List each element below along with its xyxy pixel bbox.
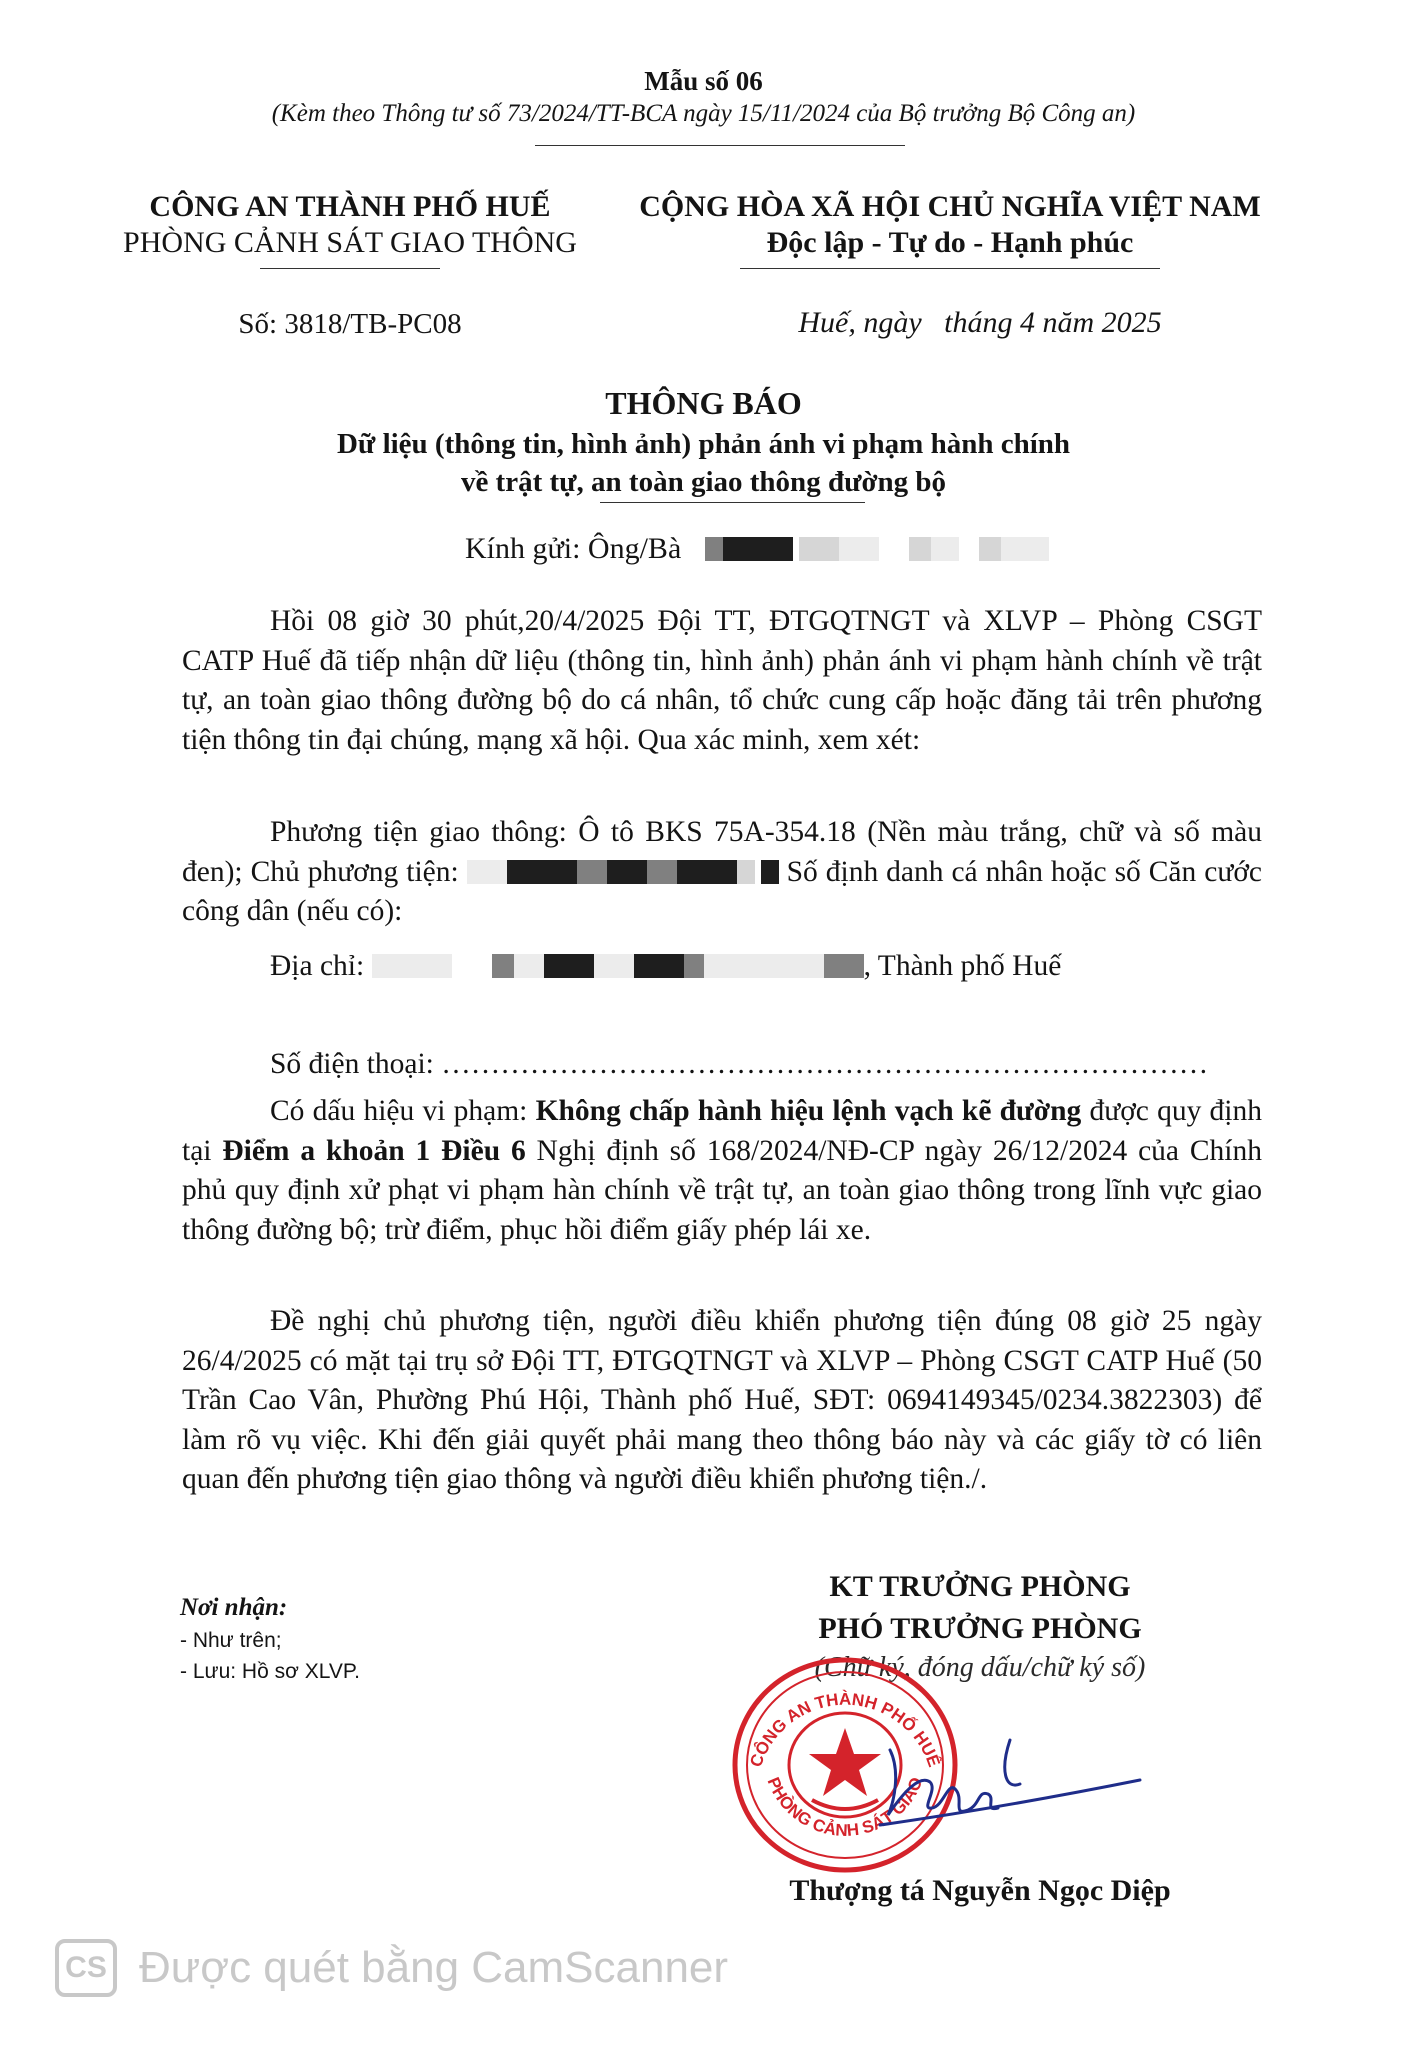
violation-mid: được quy định tại — [182, 1095, 1263, 1167]
signature-note: (Chữ ký, đóng dấu/chữ ký số) — [814, 1652, 1146, 1683]
scanner-watermark — [55, 1936, 728, 2000]
agency-department: PHÒNG CẢNH SÁT GIAO THÔNG — [123, 226, 577, 259]
address-paragraph — [182, 947, 1262, 987]
watermark-text: Được quét bằng CamScanner — [139, 1943, 729, 1992]
signer-role: KT TRƯỞNG PHÒNG — [829, 1570, 1131, 1603]
phone-line: Số điện thoại: …………………………………………………………………… — [270, 1048, 1209, 1080]
id-number-label: Số định danh cá nhân hoặc số Căn cước công dân (nếu có): — [182, 855, 1263, 927]
violation-type: Không chấp hành hiệu lệnh vạch kẽ đường — [535, 1095, 1082, 1127]
nation-name: CỘNG HÒA XÃ HỘI CHỦ NGHĨA VIỆT NAM — [639, 190, 1261, 223]
place-date: Huế, ngày tháng 4 năm 2025 — [798, 306, 1162, 339]
agency-name: CÔNG AN THÀNH PHỐ HUẾ — [149, 190, 551, 223]
divider — [740, 268, 1160, 269]
greeting-line — [465, 532, 1049, 566]
camscanner-logo-icon: CS — [55, 1939, 117, 1997]
recipient-item: - Lưu: Hồ sơ XLVP. — [180, 1660, 360, 1683]
issuing-agency — [100, 190, 600, 260]
national-motto — [610, 190, 1290, 260]
divider — [600, 502, 865, 503]
address-city: , Thành phố Huế — [863, 950, 1062, 982]
violation-decree: Nghị định số 168/2024/NĐ-CP ngày 26/12/2024 của Chính phủ quy định xử phạt vi phạm hàn chính về trật tự, an toàn giao thông trong lĩnh vực giao thông đường bộ; trừ điểm, phục hồi điểm giấy phép lái xe. — [182, 1134, 1262, 1246]
signer-role: PHÓ TRƯỞNG PHÒNG — [818, 1612, 1142, 1645]
handwritten-signature-icon — [860, 1720, 1160, 1840]
document-subtitle: về trật tự, an toàn giao thông đường bộ — [460, 466, 947, 498]
request-paragraph: Đề nghị chủ phương tiện, người điều khiển phương tiện đúng 08 giờ 25 ngày 26/4/2025 có mặt tại trụ sở Đội TT, ĐTGQTNGT và XLVP – Phòng CSGT CATP Huế (50 Trần Cao Vân, Phường Phú Hội, Thành phố Huế, SĐT: 0694149345/0234.3822303) để làm rõ vụ việc. Khi đến giải quyết phải mang theo thông báo này và các giấy tờ có liên quan đến phương tiện giao thông và người điều khiển phương tiện./. — [182, 1305, 1262, 1495]
violation-lead: Có dấu hiệu vi phạm: — [270, 1095, 528, 1127]
intro-paragraph: Hồi 08 giờ 30 phút,20/4/2025 Đội TT, ĐTGQTNGT và XLVP – Phòng CSGT CATP Huế đã tiếp nhận dữ liệu (thông tin, hình ảnh) phản ánh vi phạm hành chính về trật tự, an toàn giao thông đường bộ do cá nhân, tổ chức cung cấp hoặc đăng tải trên phương tiện thông tin đại chúng, mạng xã hội. Qua xác minh, xem xét: — [182, 605, 1262, 756]
document-title: THÔNG BÁO — [605, 385, 802, 421]
nation-motto: Độc lập - Tự do - Hạnh phúc — [766, 226, 1134, 259]
recipient-item: - Như trên; — [180, 1629, 282, 1652]
recipients-title: Nơi nhận: — [180, 1594, 288, 1621]
form-number: Mẫu số 06 — [644, 66, 763, 96]
document-subtitle: Dữ liệu (thông tin, hình ảnh) phản ánh vi phạm hành chính — [336, 428, 1071, 460]
address-label: Địa chỉ: — [270, 950, 365, 982]
document-number: Số: 3818/TB-PC08 — [238, 308, 462, 340]
greeting-text: Kính gửi: Ông/Bà — [465, 532, 682, 565]
violation-article: Điểm a khoản 1 Điều 6 — [222, 1134, 526, 1167]
redacted-name — [705, 537, 723, 561]
vehicle-paragraph — [182, 813, 1262, 932]
seal-text-bottom: PHÒNG CẢNH SÁT GIAO — [763, 1774, 927, 1840]
divider — [260, 268, 440, 269]
redacted-owner — [467, 860, 507, 884]
form-reference: (Kèm theo Thông tư số 73/2024/TT-BCA ngày 15/11/2024 của Bộ trưởng Bộ Công an) — [271, 100, 1136, 127]
divider — [535, 145, 905, 146]
redacted-address — [372, 954, 452, 978]
signer-name: Thượng tá Nguyễn Ngọc Diệp — [789, 1874, 1171, 1907]
seal-text-top: CÔNG AN THÀNH PHỐ HUẾ — [746, 1689, 944, 1770]
vehicle-info: Phương tiện giao thông: Ô tô BKS 75A-354.18 (Nền màu trắng, chữ và số màu đen); Chủ phương tiện: — [182, 816, 1262, 888]
violation-paragraph — [182, 1092, 1262, 1250]
